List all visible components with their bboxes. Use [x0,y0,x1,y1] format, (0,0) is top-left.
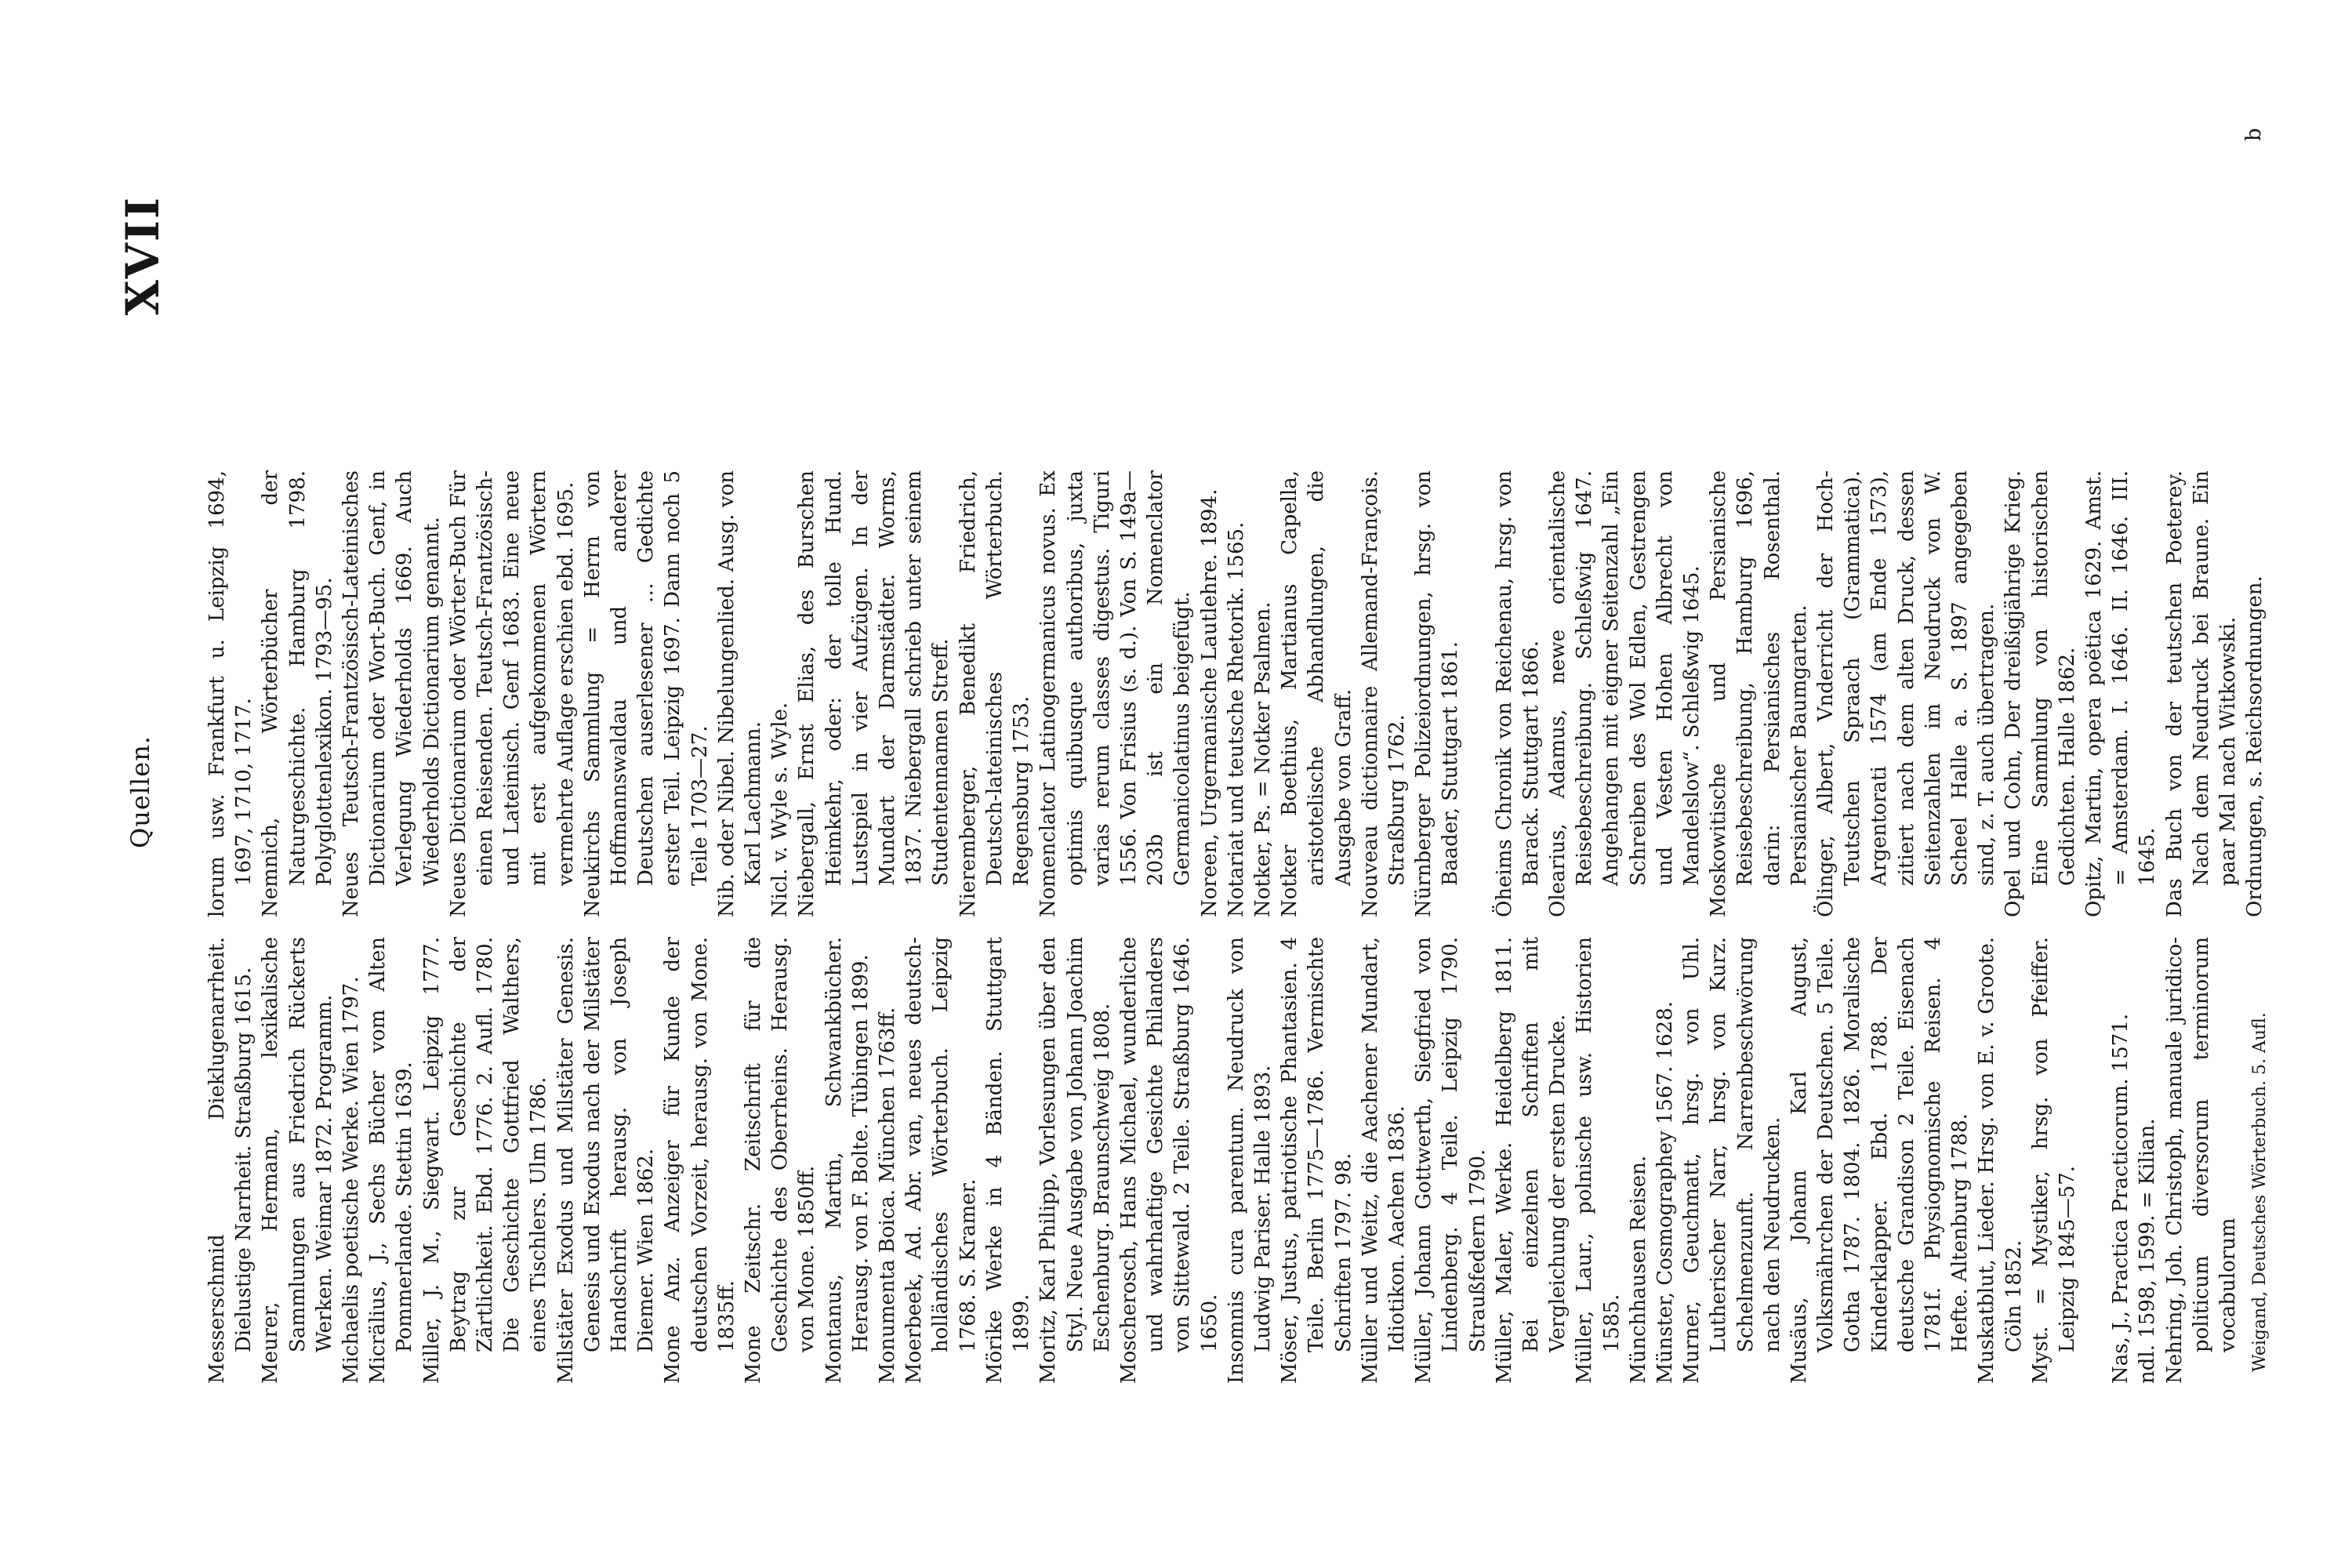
dictionary-source-entry: Nieremberger, Benedikt Friedrich, Deutsch-lateinisches Wörterbuch. Regensburg 1753. [956,470,1034,917]
dictionary-source-entry: Müller, Johann Gottwerth, Siegfried von Lindenberg. 4 Teile. Leipzig 1790. Straußfedern 1790. [1412,937,1490,1384]
dictionary-source-entry: Mone Zeitschr. Zeitschrift für die Geschichte des Oberrheins. Herausg. von Mone. 1850ff. [742,937,819,1384]
section-gap [2081,937,2107,1384]
dictionary-source-entry: Ordnungen, s. Reichsordnungen. [2243,575,2267,917]
dictionary-source-entry: ndl. 1598, 1599. = Kilian. [2136,1118,2160,1384]
dictionary-source-entry: Opel und Cohn, Der dreißigjährige Krieg. Eine Sammlung von historischen Gedichten. Halle 1862. [2002,470,2079,917]
dictionary-source-entry: Miller, J. M., Siegwart. Leipzig 1777. Beytrag zur Geschichte der Zärtlichkeit. Ebd. 1776. 2. Aufl. 1780. Die Geschichte Gottfried Walthers, eines Tischlers. Ulm 1786. [419,937,551,1384]
dictionary-source-entry: Münster, Cosmographey 1567. 1628. [1653,1000,1677,1384]
dictionary-source-entry: Olearius, Adamus, newe orientalische Reisebeschreibung. Schleßwig 1647. Angehangen mit eigner Seitenzahl „Ein Schreiben des Wol Edlen, Gestrengen und Vesten Hohen Albrecht von Mandelslow“. Schleßwig 1645. [1545,470,1704,917]
dictionary-source-entry: Das Buch von der teutschen Poeterey. Nach dem Neudruck bei Braune. Ein paar Mal nach Witkowski. [2162,470,2241,917]
dictionary-source-entry: Nas, J., Practica Practicorum. 1571. [2109,1013,2133,1384]
dictionary-source-entry: Moritz, Karl Philipp, Vorlesungen über den Styl. Neue Ausgabe von Johann Joachim Eschenburg. Braunschweig 1808. [1036,937,1114,1384]
dictionary-source-entry: Michaelis poetische Werke. Wien 1797. [339,976,364,1384]
dictionary-source-entry: Nouveau dictionnaire Allemand-François. Straßburg 1762. [1358,470,1409,917]
page-number: XVII [116,196,169,316]
dictionary-source-entry: Moerbeek, Ad. Abr. van, neues deutsch-holländisches Wörterbuch. Leipzig 1768. S. Kramer. [902,937,980,1384]
dictionary-source-entry: Moscherosch, Hans Michael, wunderliche und wahrhaftige Gesichte Philanders von Sittewald. 2 Teile. Straßburg 1646. 1650. [1116,937,1221,1384]
dictionary-source-entry: Nemnich, Wörterbücher der Naturgeschichte. Hamburg 1798. Polyglottenlexikon. 1793—95. [259,470,336,917]
page-header [116,196,180,1388]
dictionary-source-entry: Noreen, Urgermanische Lautlehre. 1894. [1197,488,1221,917]
dictionary-source-entry: Müller, Maler, Werke. Heidelberg 1811. Bei einzelnen Schriften mit Vergleichung der ersten Drucke. [1492,937,1570,1384]
dictionary-source-entry: Neukirchs Sammlung = Herrn von Hoffmannswaldau und anderer Deutschen auserlesener … Gedichte erster Teil. Leipzig 1697. Dann noch 5 Teile 1703—27. [580,470,712,917]
dictionary-source-entry: Neues Dictionarium oder Wörter-Buch Für einen Reisenden. Teutsch-Frantzösisch- und Lateinisch. Genf 1683. Eine neue mit erst aufgekommenen Wörtern vermehrte Auflage erschien ebd. 1695. [446,470,578,917]
dictionary-source-entry: Möser, Justus, patriotische Phantasien. 4 Teile. Berlin 1775—1786. Vermischte Schriften 1797. 98. [1278,937,1356,1384]
dictionary-source-entry: Müller, Laur., polnische usw. Historien 1585. [1573,937,1624,1384]
dictionary-source-entry: Nürnberger Polizeiordnungen, hrsg. von Baader, Stuttgart 1861. [1412,470,1463,917]
dictionary-source-entry: Micrälius, J., Sechs Bücher vom Alten Pommerlande. Stettin 1639. [366,937,417,1384]
dictionary-source-entry: Mörike Werke in 4 Bänden. Stuttgart 1899. [982,937,1034,1384]
dictionary-source-entry: Messerschmid Dieklugenarrheit. Dielustige Narrheit. Straßburg 1615. [205,937,256,1384]
dictionary-source-entry: Monumenta Boica. München 1763ff. [876,1007,900,1384]
dictionary-source-entry: Musäus, Johann Karl August, Volksmährchen der Deutschen. 5 Teile. Gotha 1787. 1804. 1826. Moralische Kinderklapper. Ebd. 1788. Der deutsche Grandison 2 Teile. Eisenach 1781f. Physiognomische Reisen. 4 Hefte. Altenburg 1788. [1787,937,1973,1384]
dictionary-source-entry: lorum usw. Frankfurt u. Leipzig 1694, 1697, 1710, 1717. [205,470,256,917]
section-gap [1465,470,1491,917]
dictionary-source-entry: Niebergall, Ernst Elias, des Burschen Heimkehr, oder: der tolle Hund. Lustspiel in vier Aufzügen. In der Mundart der Darmstädter. Worms, 1837. Niebergall schrieb unter seinem Studentennamen Streff. [795,470,953,917]
dictionary-source-entry: Muskatblut, Lieder. Hrsg. von E. v. Groote. Cöln 1852. [1975,937,2026,1384]
dictionary-source-entry: Murner, Geuchmatt, hrsg. von Uhl. Lutherischer Narr, hrsg. von Kurz. Schelmenzunft. Narrenbeschwörung nach den Neudrucken. [1680,937,1784,1384]
dictionary-source-entry: Myst. = Mystiker, hrsg. von Pfeiffer. Leipzig 1845—57. [2028,937,2080,1384]
dictionary-source-entry: Mone Anz. Anzeiger für Kunde der deutschen Vorzeit, herausg. von Mone. 1835ff. [661,937,739,1384]
dictionary-source-entry: Neues Teutsch-Frantzösisch-Lateinisches Dictionarium oder Wort-Buch. Genf, in Verlegung Wiederholds 1669. Auch Wiederholds Dictionarium genannt. [339,470,444,917]
sheet-signature: b [2242,128,2266,141]
dictionary-source-entry: Notariat und teutsche Rhetorik. 1565. [1224,521,1248,917]
footnote: Weigand, Deutsches Wörterbuch. 5. Aufl. [2250,1012,2270,1372]
dictionary-source-entry: Meurer, Hermann, lexikalische Sammlungen aus Friedrich Rückerts Werken. Weimar 1872. Programm. [259,937,336,1384]
dictionary-source-entry: Nehring, Joh. Christoph, manuale juridico-politicum diversorum terminorum vocabulorum [2162,937,2241,1384]
dictionary-source-entry: Ölinger, Albert, Vnderricht der Hoch-Teutschen Spraach (Grammatica). Argentorati 1574 (am Ende 1573), zitiert nach dem alten Druck, dessen Seitenzahlen im Neudruck von W. Scheel Halle a. S. 1897 angegeben sind, z. T. auch übertragen. [1813,470,1999,917]
dictionary-source-entry: Insomnis cura parentum. Neudruck von Ludwig Pariser. Halle 1893. [1224,937,1275,1384]
dictionary-source-entry: Montanus, Martin, Schwankbücher. Herausg. von F. Bolte. Tübingen 1899. [822,937,873,1384]
dictionary-source-entry: Nib. oder Nibel. Nibelungenlied. Ausg. von Karl Lachmann. [714,470,766,917]
dictionary-source-entry: Münchhausen Reisen. [1626,1155,1650,1384]
dictionary-source-entry: Nicl. v. Wyle s. Wyle. [768,702,793,917]
dictionary-source-entry: Müller und Weitz, die Aachener Mundart, Idiotikon. Aachen 1836. [1358,937,1409,1384]
dictionary-source-entry: Moskowitische und Persianische Reisebeschreibung, Hamburg 1696, darin: Persianisches Rosenthal. Persianischer Baumgarten. [1707,470,1811,917]
running-title: Quellen. [125,735,155,848]
dictionary-source-entry: Nomenclator Latinogermanicus novus. Ex optimis quibusque authoribus, juxta varias rerum classes digestus. Tiguri 1556. Von Frisius (s. d.). Von S. 149a—203b ist ein Nomenclator Germanicolatinus beigefügt. [1036,470,1195,917]
dictionary-source-entry: Milstäter Exodus und Milstäter Genesis. Genesis und Exodus nach der Milstäter Handschrift herausg. von Joseph Diemer. Wien 1862. [554,937,659,1384]
dictionary-source-entry: Opitz, Martin, opera poëtica 1629. Amst. = Amsterdam. I. 1646. II. 1646. III. 1645. [2082,470,2160,917]
text-column-middle [204,470,2268,917]
dictionary-source-entry: Öheims Chronik von Reichenau, hrsg. von Barack. Stuttgart 1866. [1492,470,1543,917]
dictionary-source-entry: Notker Boethius, Martianus Capella, aristotelische Abhandlungen, die Ausgabe von Graff. [1278,470,1356,917]
text-column-left [204,937,2241,1384]
dictionary-source-entry: Notker, Ps. = Notker Psalmen. [1250,601,1275,917]
